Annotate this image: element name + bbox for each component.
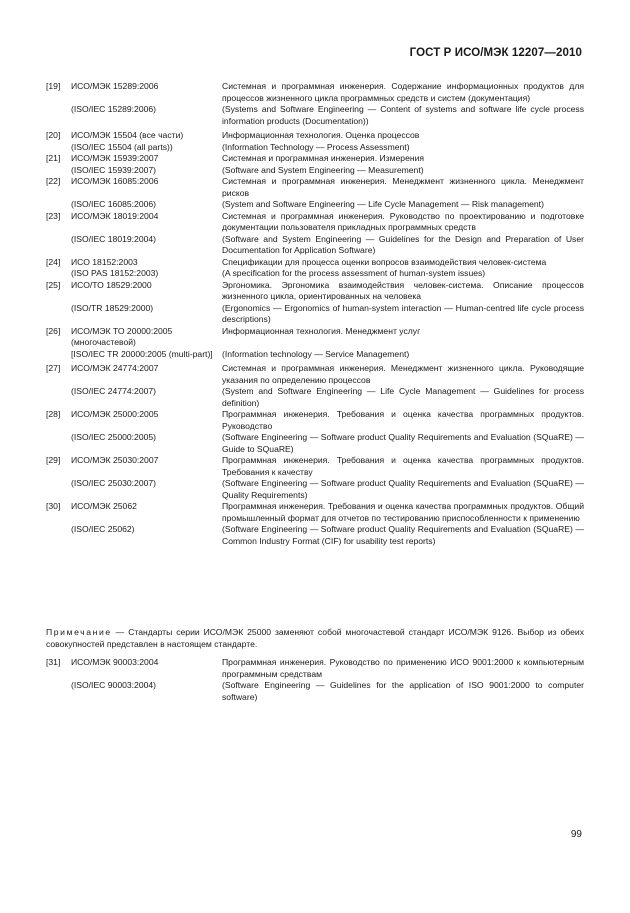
page-number: 99 (570, 829, 582, 840)
ref-number: [24] (46, 256, 61, 267)
ref-number (46, 386, 71, 409)
table-row (46, 165, 584, 177)
ref-number (46, 524, 71, 547)
ref-number (46, 199, 71, 211)
table-row (46, 657, 584, 680)
ref-number: [28] (46, 409, 61, 419)
ref-code: (ISO/IEC 25030:2007) (71, 478, 157, 488)
ref-code: (ISO/TR 18529:2000) (71, 302, 154, 313)
ref-code: ИСО 18152:2003 (71, 256, 138, 267)
ref-code: (ISO/IEC 24774:2007) (71, 386, 157, 396)
table-row (46, 257, 584, 269)
ref-title: (Ergonomics — Ergonomics of human-system interaction — Human-centred life cycle process descriptions) (222, 302, 584, 324)
table-row (46, 234, 584, 257)
ref-code: ИСО/МЭК 25000:2005 (71, 409, 159, 419)
table-row (46, 501, 584, 524)
ref-number: [20] (46, 130, 61, 140)
ref-title: (Software Engineering — Software product Quality Requirements and Evaluation (SQuaRE) — Guide to SQuaRE) (222, 432, 584, 454)
ref-number: [22] (46, 176, 61, 186)
ref-code: [ISO/IEC TR 20000:2005 (multi-part)] (71, 348, 213, 359)
table-row (46, 478, 584, 501)
ref-code: (ISO/IEC 25062) (71, 524, 135, 534)
ref-title: Системная и программная инженерия. Содержание информационных продуктов для процессов жизненного цикла программных средств и систем (документация) (222, 81, 584, 103)
ref-code: ИСО/МЭК ТО 20000:2005 (многочастевой) (71, 325, 173, 347)
ref-code: (ISO/IEC 18019:2004) (71, 233, 157, 244)
table-row (46, 349, 584, 361)
ref-title: (Information Technology — Process Assessment) (222, 141, 410, 152)
ref-code: (ISO/IEC 25000:2005) (71, 432, 157, 442)
ref-title: (A specification for the process assessment of human-system issues) (222, 268, 486, 278)
ref-title: (Systems and Software Engineering — Content of systems and software life cycle process information products (Documentation)) (222, 104, 584, 126)
ref-title: Программная инженерия. Руководство по применению ИСО 9001:2000 к компьютерным программным средствам (222, 657, 584, 679)
ref-number: [26] (46, 325, 61, 336)
ref-title: Эргономика. Эргономика взаимодействия человек-система. Описание процессов жизненного цикла, ориентированных на человека (222, 279, 584, 301)
ref-code: ИСО/МЭК 16085:2006 (71, 176, 159, 186)
ref-code: ИСО/МЭК 24774:2007 (71, 363, 159, 373)
references-table (46, 81, 584, 547)
table-row (46, 127, 584, 142)
table-row (46, 268, 584, 280)
table-row (46, 524, 584, 547)
ref-number (46, 432, 71, 455)
ref-title: (System and Software Engineering — Life Cycle Management — Risk management) (222, 199, 544, 209)
document-header: ГОСТ Р ИСО/МЭК 12207—2010 (409, 47, 582, 59)
ref-number: [29] (46, 455, 61, 465)
ref-number (46, 165, 71, 177)
ref-code: ИСО/МЭК 15939:2007 (71, 153, 159, 163)
ref-title: Системная и программная инженерия. Измерения (222, 153, 425, 163)
ref-title: (Software Engineering — Software product Quality Requirements and Evaluation (SQuaRE) — Quality Requirements) (222, 478, 584, 500)
ref-code: (ISO/IEC 90003:2004) (71, 680, 157, 690)
table-row (46, 176, 584, 199)
ref-number (46, 268, 71, 280)
ref-number: [30] (46, 501, 61, 511)
ref-title: (Software Engineering — Guidelines for the application of ISO 9001:2000 to computer software) (222, 680, 584, 702)
table-row (46, 680, 584, 703)
ref-title: (Software and System Engineering — Measurement) (222, 164, 424, 175)
ref-code: (ISO/IEC 15289:2006) (71, 104, 157, 114)
ref-number: [31] (46, 657, 61, 667)
ref-number (46, 478, 71, 501)
ref-title: Информационная технология. Менеджмент услуг (222, 325, 421, 336)
ref-code: ИСО/МЭК 25062 (71, 501, 137, 511)
ref-title: Системная и программная инженерия. Руководство по проектированию и подготовке документации пользователя прикладных программных средств (222, 210, 584, 232)
ref-number (46, 142, 71, 154)
ref-number (46, 349, 71, 361)
ref-code: ИСО/МЭК 25030:2007 (71, 455, 159, 465)
ref-code: ИСО/МЭК 15289:2006 (71, 81, 159, 91)
ref-title: Информационная технология. Оценка процессов (222, 130, 420, 140)
ref-title: Системная и программная инженерия. Менеджмент жизненного цикла. Менеджмент рисков (222, 176, 584, 198)
note-text: — Стандарты серии ИСО/МЭК 25000 заменяют собой многочастевой стандарт ИСО/МЭК 9126. Выбор из обеих совокупностей представлен в настоящем стандарте. (46, 627, 584, 649)
table-row (46, 432, 584, 455)
references-table-after-note (46, 657, 584, 703)
ref-code: ИСО/МЭК 90003:2004 (71, 657, 159, 667)
table-row (46, 81, 584, 104)
ref-number: [25] (46, 279, 61, 290)
note-paragraph (46, 627, 584, 650)
table-row (46, 280, 584, 303)
ref-number (46, 680, 71, 703)
ref-number: [27] (46, 363, 61, 373)
ref-title: (Software and System Engineering — Guidelines for the Design and Preparation of User Documentation for Application Software) (222, 233, 584, 255)
ref-code: (ISO PAS 18152:2003) (71, 268, 159, 278)
ref-number: [21] (46, 153, 61, 163)
table-row (46, 199, 584, 211)
ref-title: Программная инженерия. Требования и оценка качества программных продуктов. Требования к качеству (222, 455, 584, 477)
note-label: Примечание (46, 627, 112, 637)
ref-code: (ISO/IEC 15504 (all parts)) (71, 141, 173, 152)
ref-code: (ISO/IEC 16085:2006) (71, 199, 157, 209)
ref-title: (System and Software Engineering — Life Cycle Management — Guidelines for process definition) (222, 386, 584, 408)
ref-title: Системная и программная инженерия. Менеджмент жизненного цикла. Руководящие указания по определению процессов (222, 363, 584, 385)
ref-title: (Software Engineering — Software product Quality Requirements and Evaluation (SQuaRE) — Common Industry Format (CIF) for usability test reports) (222, 524, 584, 546)
table-row (46, 142, 584, 154)
table-row (46, 153, 584, 165)
table-row (46, 104, 584, 127)
ref-code: ИСО/МЭК 18019:2004 (71, 210, 159, 221)
table-row (46, 303, 584, 326)
ref-title: Программная инженерия. Требования и оценка качества программных продуктов. Общий промышленный формат для отчетов по тестированию приспособленности к применению (222, 501, 584, 523)
table-row (46, 386, 584, 409)
ref-title: Программная инженерия. Требования и оценка качества программных продуктов. Руководство (222, 409, 584, 431)
ref-number: [23] (46, 210, 61, 221)
ref-title: (Information technology — Service Management) (222, 348, 410, 359)
ref-code: (ISO/IEC 15939:2007) (71, 164, 157, 175)
ref-code: ИСО/ТО 18529:2000 (71, 279, 152, 290)
table-row (46, 211, 584, 234)
table-row (46, 409, 584, 432)
table-row (46, 455, 584, 478)
ref-number: [19] (46, 81, 61, 91)
table-row (46, 360, 584, 386)
ref-number (46, 104, 71, 127)
ref-title: Спецификации для процесса оценки вопросов взаимодействия человек-система (222, 256, 547, 267)
ref-code: ИСО/МЭК 15504 (все части) (71, 130, 184, 140)
ref-number (46, 303, 71, 326)
table-row (46, 326, 584, 349)
ref-number (46, 234, 71, 257)
